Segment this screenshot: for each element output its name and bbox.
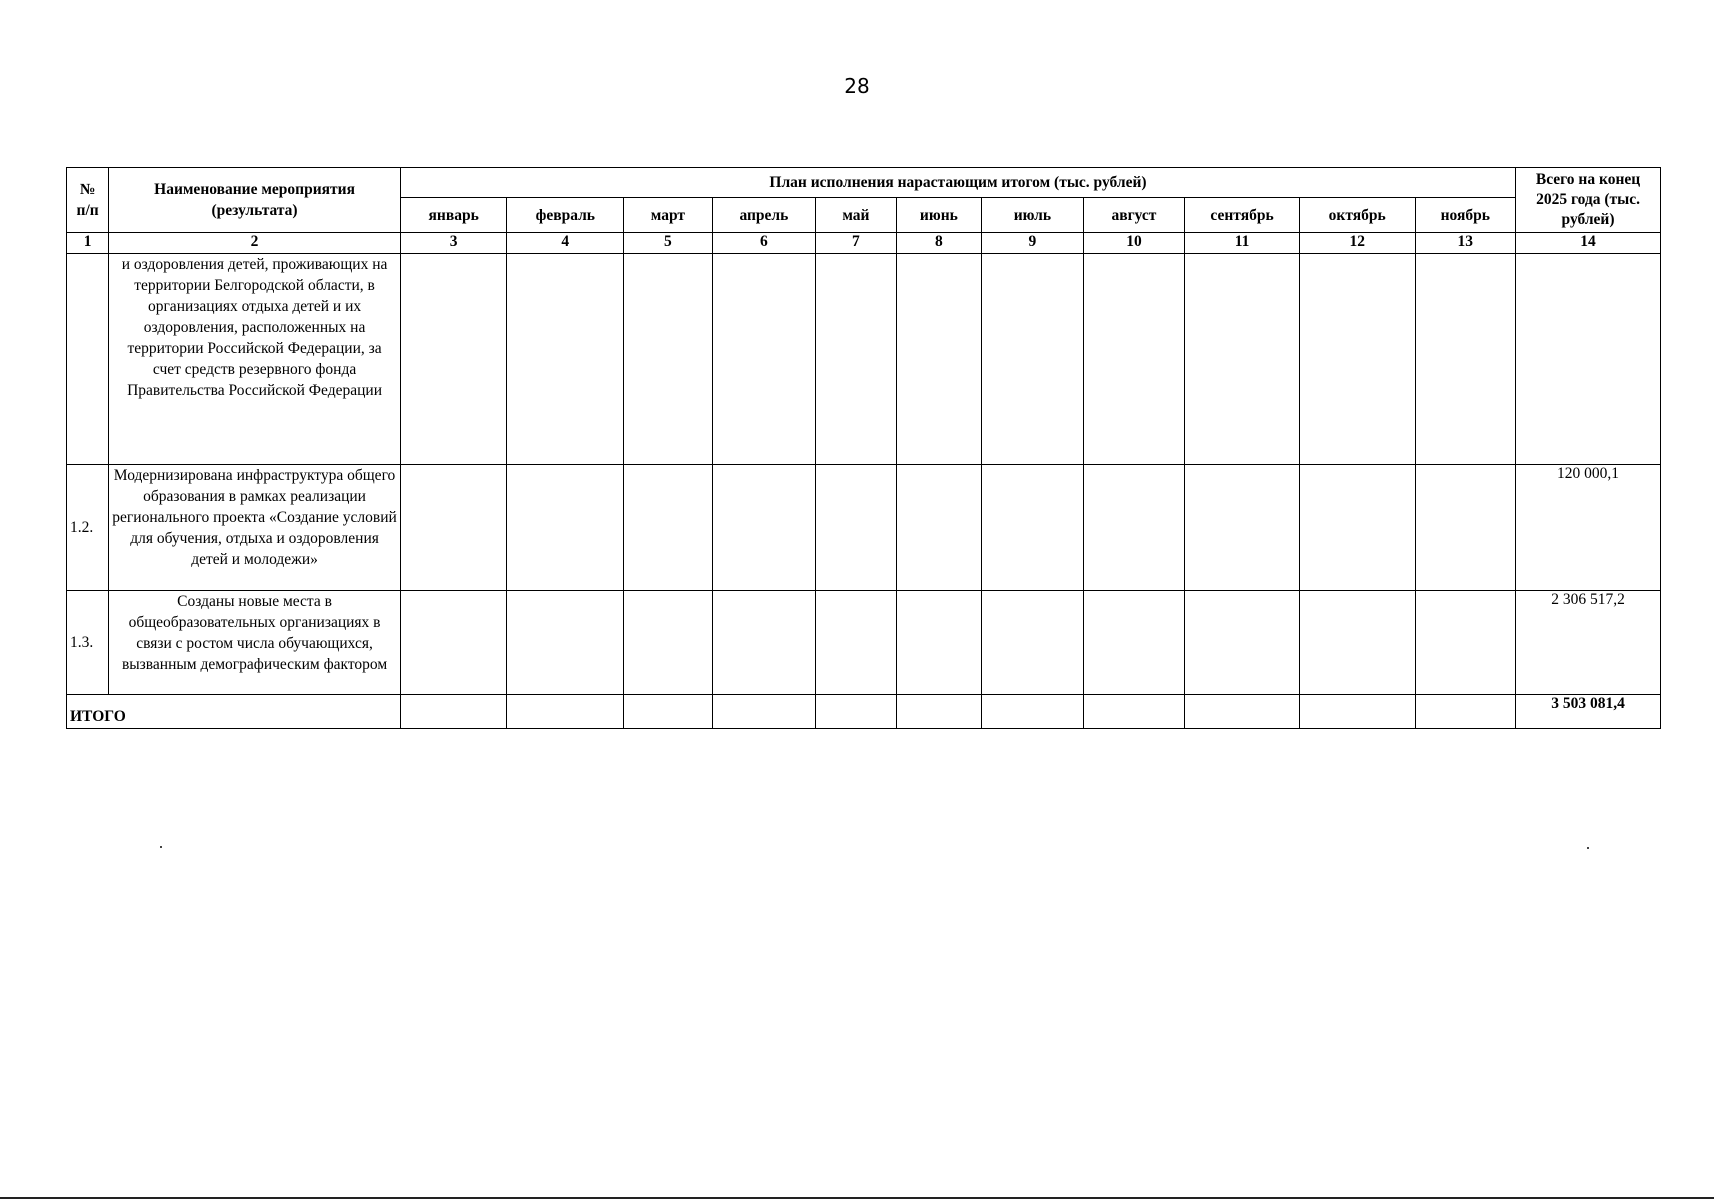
header-month: июль xyxy=(982,198,1084,233)
header-month: сентябрь xyxy=(1185,198,1300,233)
header-row-top xyxy=(67,168,1661,198)
row-name: Модернизирована инфраструктура общего образования в рамках реализации регионального проекта «Создание условий для обучения, отдыха и оздоровления детей и молодежи» xyxy=(109,465,401,591)
column-number: 3 xyxy=(400,233,507,254)
table-row xyxy=(67,591,1661,695)
column-number: 13 xyxy=(1415,233,1516,254)
column-number: 6 xyxy=(712,233,816,254)
column-number: 5 xyxy=(624,233,712,254)
row-index xyxy=(67,254,109,465)
column-number: 2 xyxy=(109,233,401,254)
column-number: 4 xyxy=(507,233,624,254)
header-month: август xyxy=(1083,198,1185,233)
header-month: февраль xyxy=(507,198,624,233)
row-total xyxy=(1516,254,1661,465)
page-number: 28 xyxy=(844,74,870,98)
row-name: и оздоровления детей, проживающих на территории Белгородской области, в организациях отдыха детей и их оздоровления, расположенных на территории Российской Федерации, за счет средств резервного фонда Правительства Российской Федерации xyxy=(109,254,401,465)
row-name: Созданы новые места в общеобразовательных организациях в связи с ростом числа обучающихся, вызванным демографическим фактором xyxy=(109,591,401,695)
table-row xyxy=(67,254,1661,465)
scan-speck xyxy=(160,846,162,848)
header-col-plan: План исполнения нарастающим итогом (тыс. рублей) xyxy=(400,168,1515,198)
total-label: ИТОГО xyxy=(67,695,401,729)
header-col-name: Наименование мероприятия (результата) xyxy=(109,168,401,233)
column-number: 12 xyxy=(1299,233,1415,254)
table-row xyxy=(67,465,1661,591)
header-month: октябрь xyxy=(1299,198,1415,233)
column-number: 10 xyxy=(1083,233,1185,254)
grand-total: 3 503 081,4 xyxy=(1516,695,1661,729)
header-month: июнь xyxy=(896,198,981,233)
header-month: ноябрь xyxy=(1415,198,1516,233)
column-number: 14 xyxy=(1516,233,1661,254)
row-total: 120 000,1 xyxy=(1516,465,1661,591)
header-month: март xyxy=(624,198,712,233)
header-col-num: № п/п xyxy=(67,168,109,233)
row-index: 1.2. xyxy=(67,465,109,591)
column-number: 8 xyxy=(896,233,981,254)
column-number-row xyxy=(67,233,1661,254)
scan-edge xyxy=(0,1197,1714,1199)
row-total: 2 306 517,2 xyxy=(1516,591,1661,695)
column-number: 7 xyxy=(816,233,896,254)
header-month: апрель xyxy=(712,198,816,233)
column-number: 9 xyxy=(982,233,1084,254)
header-month: май xyxy=(816,198,896,233)
row-index: 1.3. xyxy=(67,591,109,695)
header-col-total: Всего на конец 2025 года (тыс. рублей) xyxy=(1516,168,1661,233)
total-row xyxy=(67,695,1661,729)
column-number: 1 xyxy=(67,233,109,254)
header-month: январь xyxy=(400,198,507,233)
plan-table xyxy=(66,167,1661,729)
scan-speck xyxy=(1587,847,1589,849)
column-number: 11 xyxy=(1185,233,1300,254)
